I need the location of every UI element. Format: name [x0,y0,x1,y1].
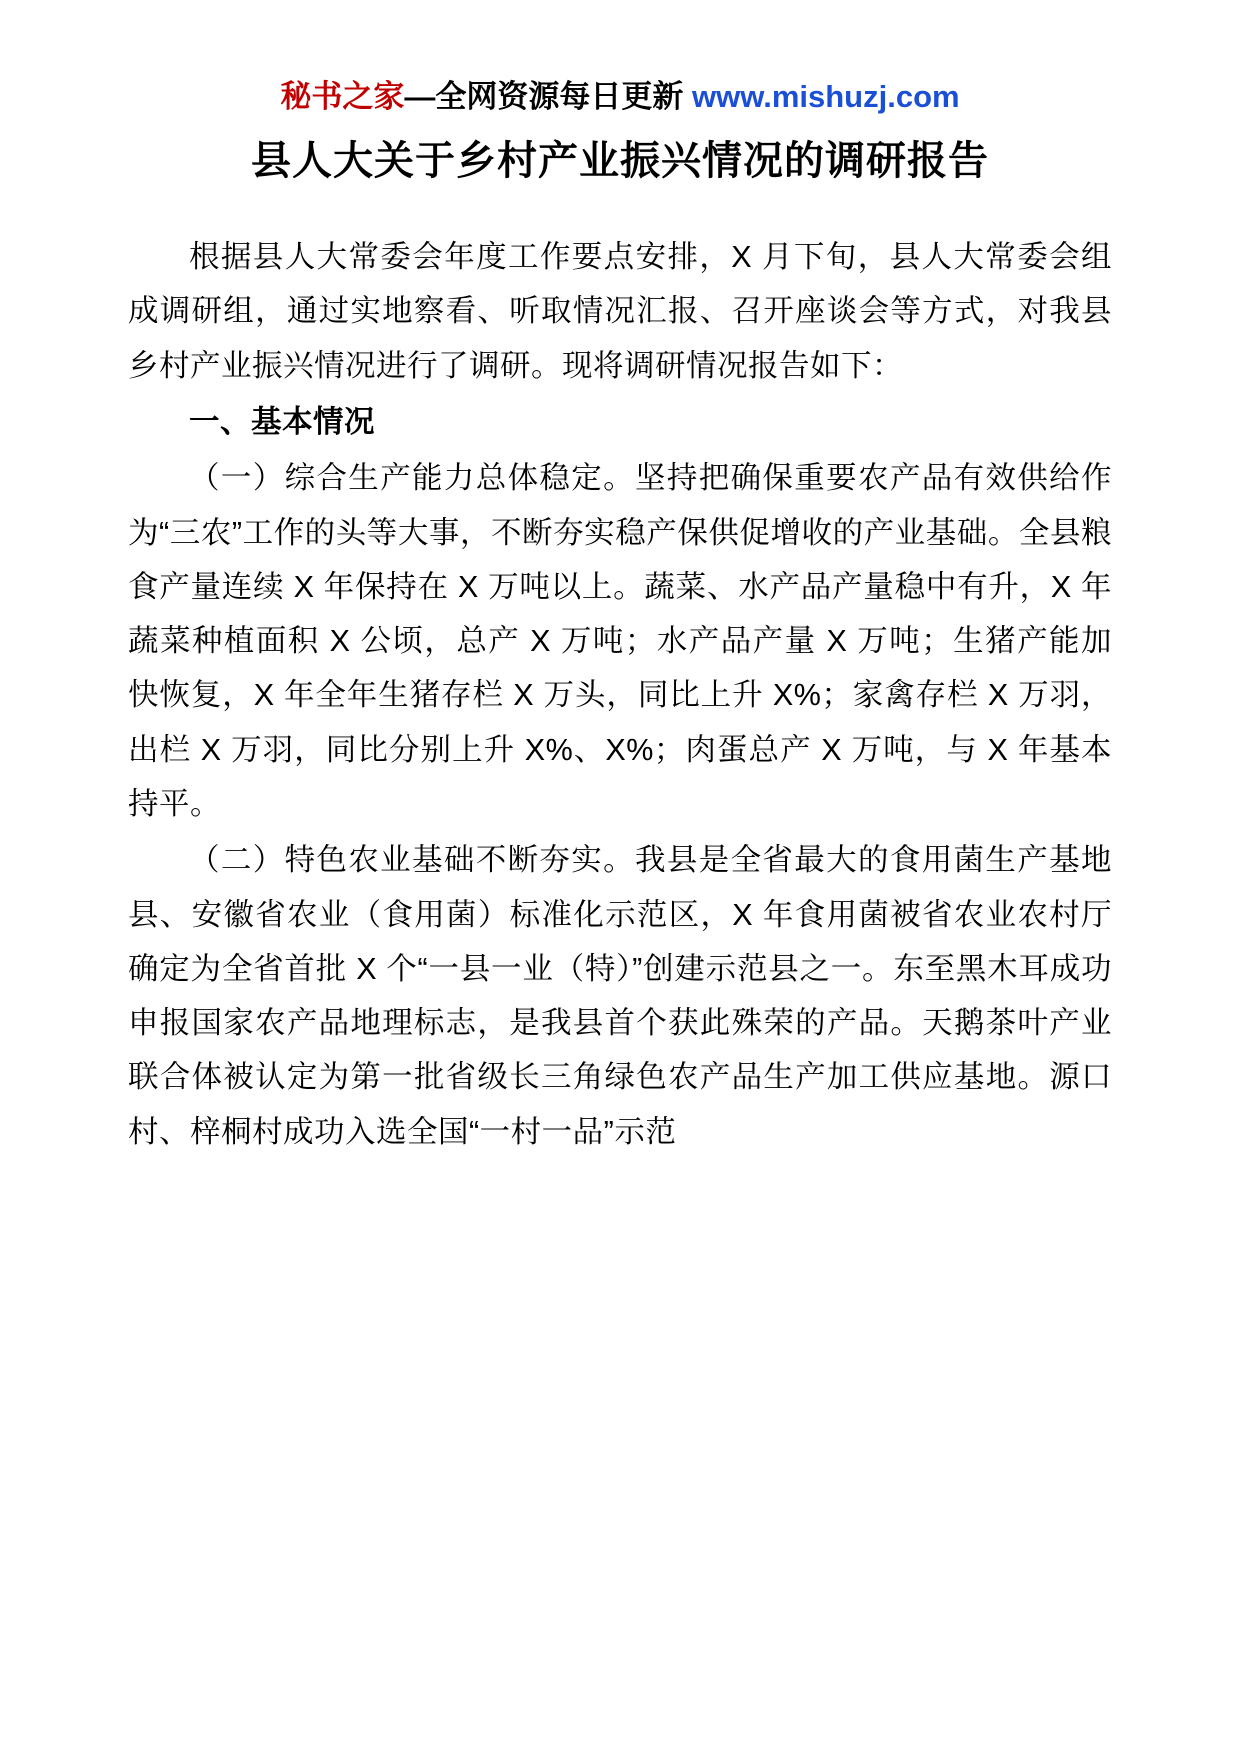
watermark-url[interactable]: www.mishuzj.com [692,79,960,114]
paragraph-section-1-1: （一）综合生产能力总体稳定。坚持把确保重要农产品有效供给作为“三农”工作的头等大事，不断夯实稳产保供促增收的产业基础。全县粮食产量连续 X 年保持在 X 万吨以上。蔬菜、水产品产量稳中有升，X 年蔬菜种植面积 X 公顷，总产 X 万吨；水产品产量 X 万吨；生猪产能加快恢复，X 年全年生猪存栏 X 万头，同比上升 X%；家禽存栏 X 万羽，出栏 X 万羽，同比分别上升 X%、X%；肉蛋总产 X 万吨，与 X 年基本持平。 [128,461,1112,821]
document-body [128,230,1112,1159]
site-watermark [128,78,1112,115]
page-title: 县人大关于乡村产业振兴情况的调研报告 [251,139,989,184]
watermark-brand: 秘书之家 [280,79,405,114]
paragraph-intro: 根据县人大常委会年度工作要点安排，X 月下旬，县人大常委会组成调研组，通过实地察看、听取情况汇报、召开座谈会等方式，对我县乡村产业振兴情况进行了调研。现将调研情况报告如下： [128,240,1112,383]
watermark-tagline: 全网资源每日更新 [435,79,684,114]
watermark-dash: — [404,79,436,114]
paragraph-section-1-2: （二）特色农业基础不断夯实。我县是全省最大的食用菌生产基地县、安徽省农业（食用菌）标准化示范区，X 年食用菌被省农业农村厅确定为全省首批 X 个“一县一业（特）”创建示范县之一。东至黑木耳成功申报国家农产品地理标志，是我县首个获此殊荣的产品。天鹅茶叶产业联合体被认定为第一批省级长三角绿色农产品生产加工供应基地。源口村、梓桐村成功入选全国“一村一品”示范 [128,843,1112,1149]
paragraph-section-1: 一、基本情况 [189,405,375,440]
